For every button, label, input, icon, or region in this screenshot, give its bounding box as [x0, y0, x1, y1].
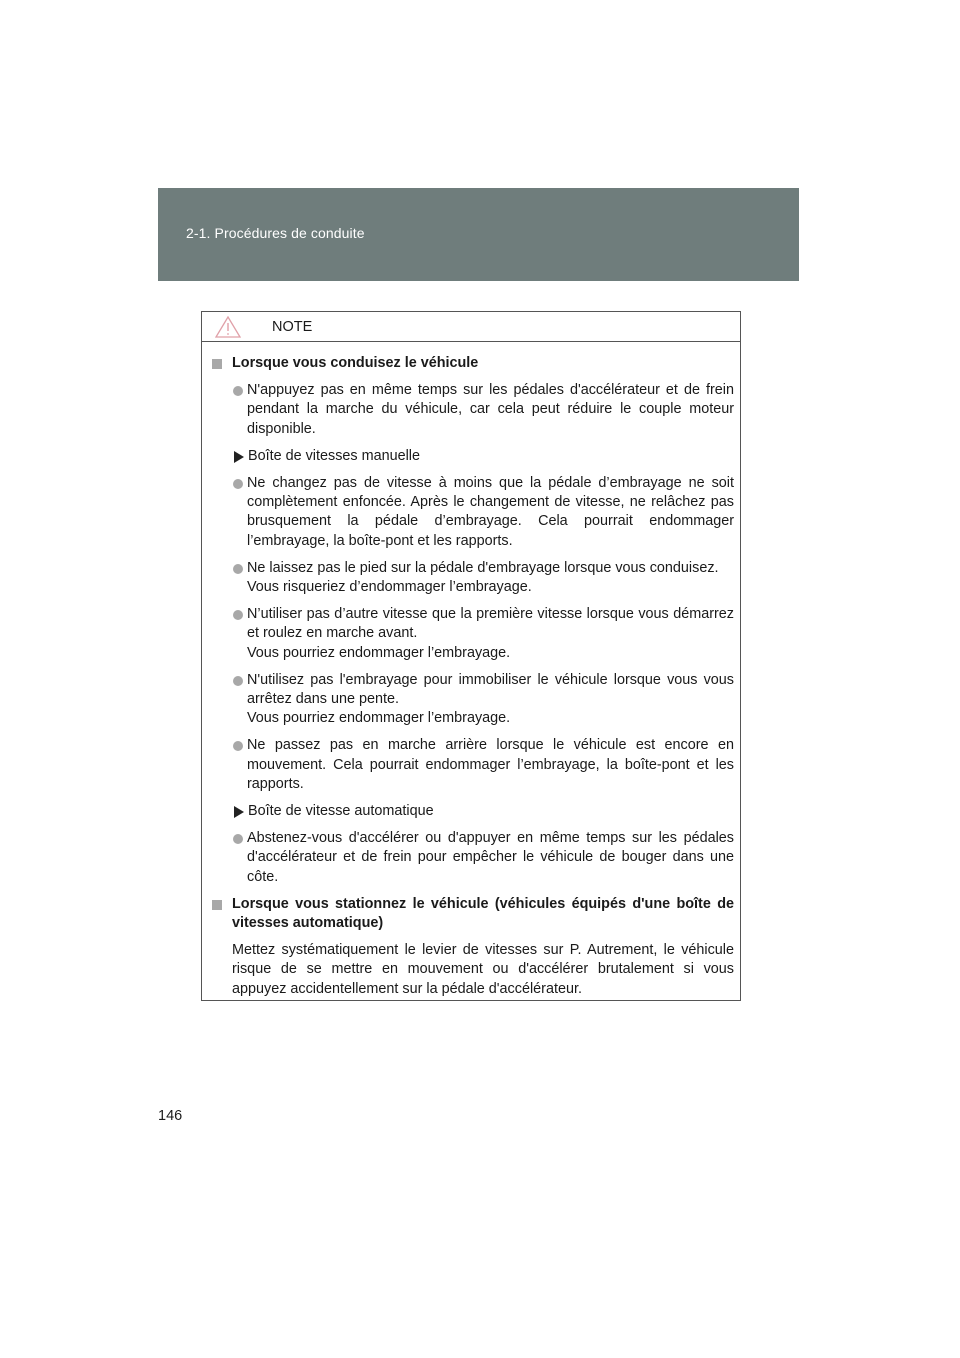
square-bullet-icon	[212, 359, 222, 369]
list-item: N’utiliser pas d’autre vitesse que la première vitesse lorsque vous démarrez et roulez en marche avant. Vous pourriez endommager l’embrayage.	[212, 605, 734, 663]
triangle-pointer-icon	[234, 451, 244, 463]
paragraph: Mettez systématiquement le levier de vitesses sur P. Autrement, le véhicule risque de se mettre en mouvement ou d'accélérer brutalement si vous appuyez accidentellement sur la pédale d'accélérateur.	[232, 942, 734, 997]
list-item: N'utilisez pas l'embrayage pour immobiliser le véhicule lorsque vous vous arrêtez dans une pente. Vous pourriez endommager l’embrayage.	[212, 671, 734, 729]
list-item: Abstenez-vous d'accélérer ou d'appuyer en même temps sur les pédales d'accélérateur et de frein pour empêcher le véhicule de bouger dans une côte.	[212, 829, 734, 887]
square-bullet-icon	[212, 900, 222, 910]
warning-triangle-icon	[215, 316, 241, 338]
list-item: Ne passez pas en marche arrière lorsque le véhicule est encore en mouvement. Cela pourrait endommager l’embrayage, la boîte-pont et les rapports.	[212, 736, 734, 794]
sub-heading: Boîte de vitesse automatique	[212, 802, 734, 821]
note-box	[201, 311, 741, 1001]
header-band	[158, 188, 799, 281]
list-item: Ne laissez pas le pied sur la pédale d'embrayage lorsque vous conduisez. Vous risqueriez d’endommager l’embrayage.	[212, 559, 734, 597]
section-title: 2-1. Procédures de conduite	[186, 225, 365, 241]
triangle-pointer-icon	[234, 806, 244, 818]
section-heading: Lorsque vous conduisez le véhicule	[212, 354, 734, 373]
section-heading: Lorsque vous stationnez le véhicule (véhicules équipés d'une boîte de vitesses automatique)	[212, 895, 734, 933]
note-header	[202, 312, 740, 342]
circle-bullet-icon	[233, 479, 243, 489]
note-label: NOTE	[272, 319, 313, 335]
circle-bullet-icon	[233, 676, 243, 686]
circle-bullet-icon	[233, 386, 243, 396]
list-item: N'appuyez pas en même temps sur les pédales d'accélérateur et de frein pendant la marche du véhicule, car cela peut réduire le couple moteur disponible.	[212, 381, 734, 439]
list-item: Ne changez pas de vitesse à moins que la pédale d’embrayage ne soit complètement enfoncée. Après le changement de vitesse, ne relâchez pas brusquement la pédale d’embrayage. Cela pourrait endommager l’embrayage, la boîte-pont et les rapports.	[212, 474, 734, 551]
circle-bullet-icon	[233, 834, 243, 844]
circle-bullet-icon	[233, 610, 243, 620]
page-number: 146	[158, 1108, 183, 1124]
sub-heading: Boîte de vitesses manuelle	[212, 447, 734, 466]
note-body	[202, 342, 740, 1007]
circle-bullet-icon	[233, 741, 243, 751]
circle-bullet-icon	[233, 564, 243, 574]
